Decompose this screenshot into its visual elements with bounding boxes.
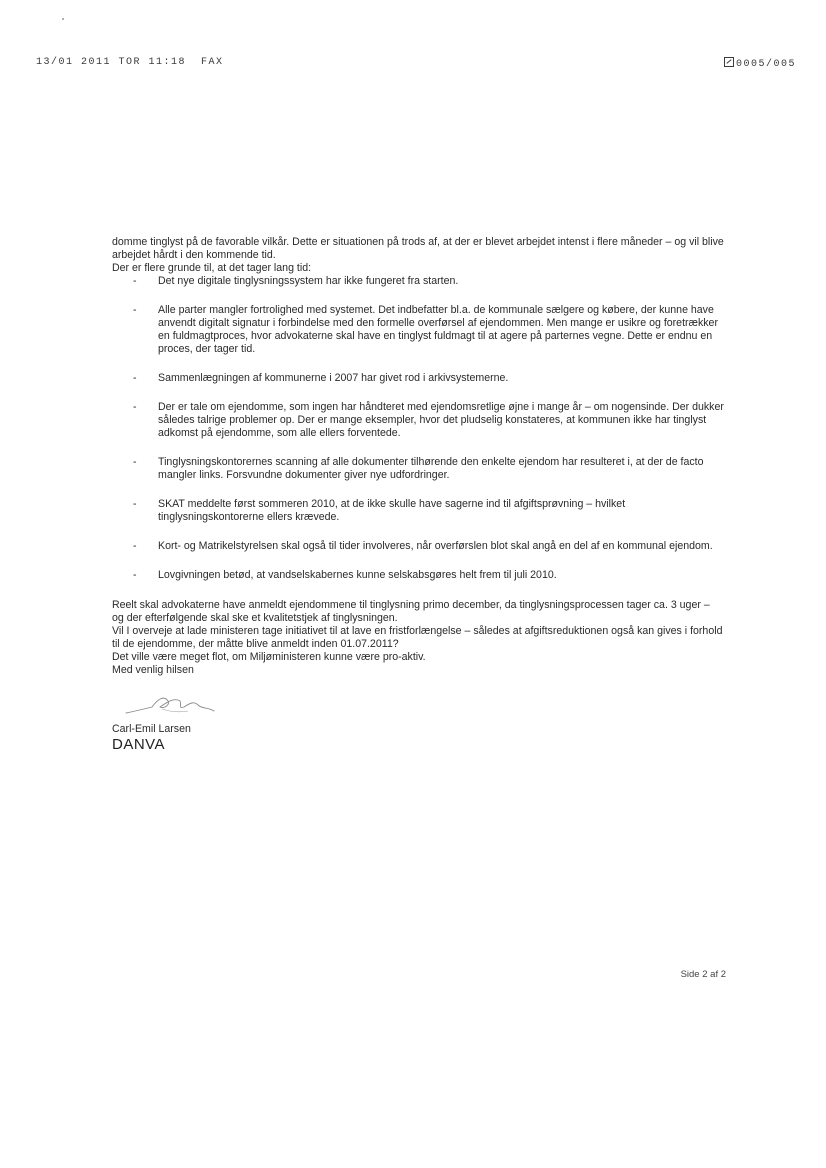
list-item xyxy=(112,569,724,582)
fax-header xyxy=(36,57,796,71)
checkbox-icon xyxy=(724,57,734,67)
fax-header-timestamp: 13/01 2011 TOR 11:18 FAX xyxy=(36,57,224,68)
fax-page-count-text: 0005/005 xyxy=(735,59,796,70)
list-item-text: Der er tale om ejendomme, som ingen har håndteret med ejendomsretlige øjne i mange år – om nogensinde. Der dukker således talrige problemer op. Der er mange eksempler, hvor det pludselig konstateres, at kommunen ikke har tinglyst adkomst på ejendomme, som alle ellers forventede. xyxy=(158,401,724,439)
dash-bullet: - xyxy=(133,372,137,384)
list-item xyxy=(112,540,724,553)
list-item xyxy=(112,456,724,482)
dash-bullet: - xyxy=(133,456,137,468)
intro-paragraph: domme tinglyst på de favorable vilkår. Dette er situationen på trods af, at der er blevet arbejdet intenst i flere måneder – og vil blive arbejdet hårdt i den kommende tid. xyxy=(112,236,724,261)
proactive-paragraph: Det ville være meget flot, om Miljøministeren kunne være pro-aktiv. xyxy=(112,651,426,663)
list-item-text: Kort- og Matrikelstyrelsen skal også til tider involveres, når overførslen blot skal angå en del af en kommunal ejendom. xyxy=(158,540,713,552)
handwritten-signature xyxy=(112,687,724,723)
list-item xyxy=(112,401,724,440)
scan-speck xyxy=(62,18,64,20)
list-item-text: Lovgivningen betød, at vandselskabernes kunne selskabsgøres helt frem til juli 2010. xyxy=(158,569,557,581)
signer-name: Carl-Emil Larsen xyxy=(112,723,191,735)
dash-bullet: - xyxy=(133,275,137,287)
dash-bullet: - xyxy=(133,569,137,581)
dash-bullet: - xyxy=(133,498,137,510)
list-item-text: Tinglysningskontorernes scanning af alle dokumenter tilhørende den enkelte ejendom har resulteret i, at der de facto mangler links. Forsvundne dokumenter giver nye udfordringer. xyxy=(158,456,704,481)
list-item-text: Alle parter mangler fortrolighed med systemet. Det indbefatter bl.a. de kommunale sælgere og købere, der kunne have anvendt digitalt signatur i forbindelse med den formelle overførsel af ejendommen. Men mange er usikre og foretrækker en fuldmagtproces, hvor advokaterne skal have en tinglyst fuldmagt til at agere på parternes vegne. Dette er endnu en proces, der tager tid. xyxy=(158,304,718,355)
dash-bullet: - xyxy=(133,304,137,316)
deadline-paragraph: Reelt skal advokaterne have anmeldt ejendommene til tinglysning primo december, da tinglysningsprocessen tager ca. 3 uger – og der efterfølgende skal ske et kvalitetstjek af tinglysningen. xyxy=(112,599,710,624)
signature-icon xyxy=(122,687,232,721)
dash-bullet: - xyxy=(133,540,137,552)
request-paragraph: Vil I overveje at lade ministeren tage initiativet til at lave en fristforlængelse – således at afgiftsreduktionen også kan gives i forhold til de ejendomme, der måtte blive anmeldt inden 01.07.2011? xyxy=(112,625,723,650)
letter-body xyxy=(112,236,724,754)
fax-header-page-count xyxy=(724,57,796,70)
reasons-list xyxy=(112,275,724,582)
reasons-heading: Der er flere grunde til, at det tager lang tid: xyxy=(112,262,312,274)
list-item-text: Sammenlægningen af kommunerne i 2007 har givet rod i arkivsystemerne. xyxy=(158,372,509,384)
list-item xyxy=(112,372,724,385)
closing-greeting: Med venlig hilsen xyxy=(112,664,194,676)
list-item-text: Det nye digitale tinglysningssystem har ikke fungeret fra starten. xyxy=(158,275,459,287)
list-item-text: SKAT meddelte først sommeren 2010, at de ikke skulle have sagerne ind til afgiftsprøvning – hvilket tinglysningskontorerne ellers krævede. xyxy=(158,498,626,523)
list-item xyxy=(112,275,724,288)
page-number: Side 2 af 2 xyxy=(680,969,726,980)
dash-bullet: - xyxy=(133,401,137,413)
signer-organization: DANVA xyxy=(112,736,166,753)
list-item xyxy=(112,498,724,524)
list-item xyxy=(112,304,724,356)
